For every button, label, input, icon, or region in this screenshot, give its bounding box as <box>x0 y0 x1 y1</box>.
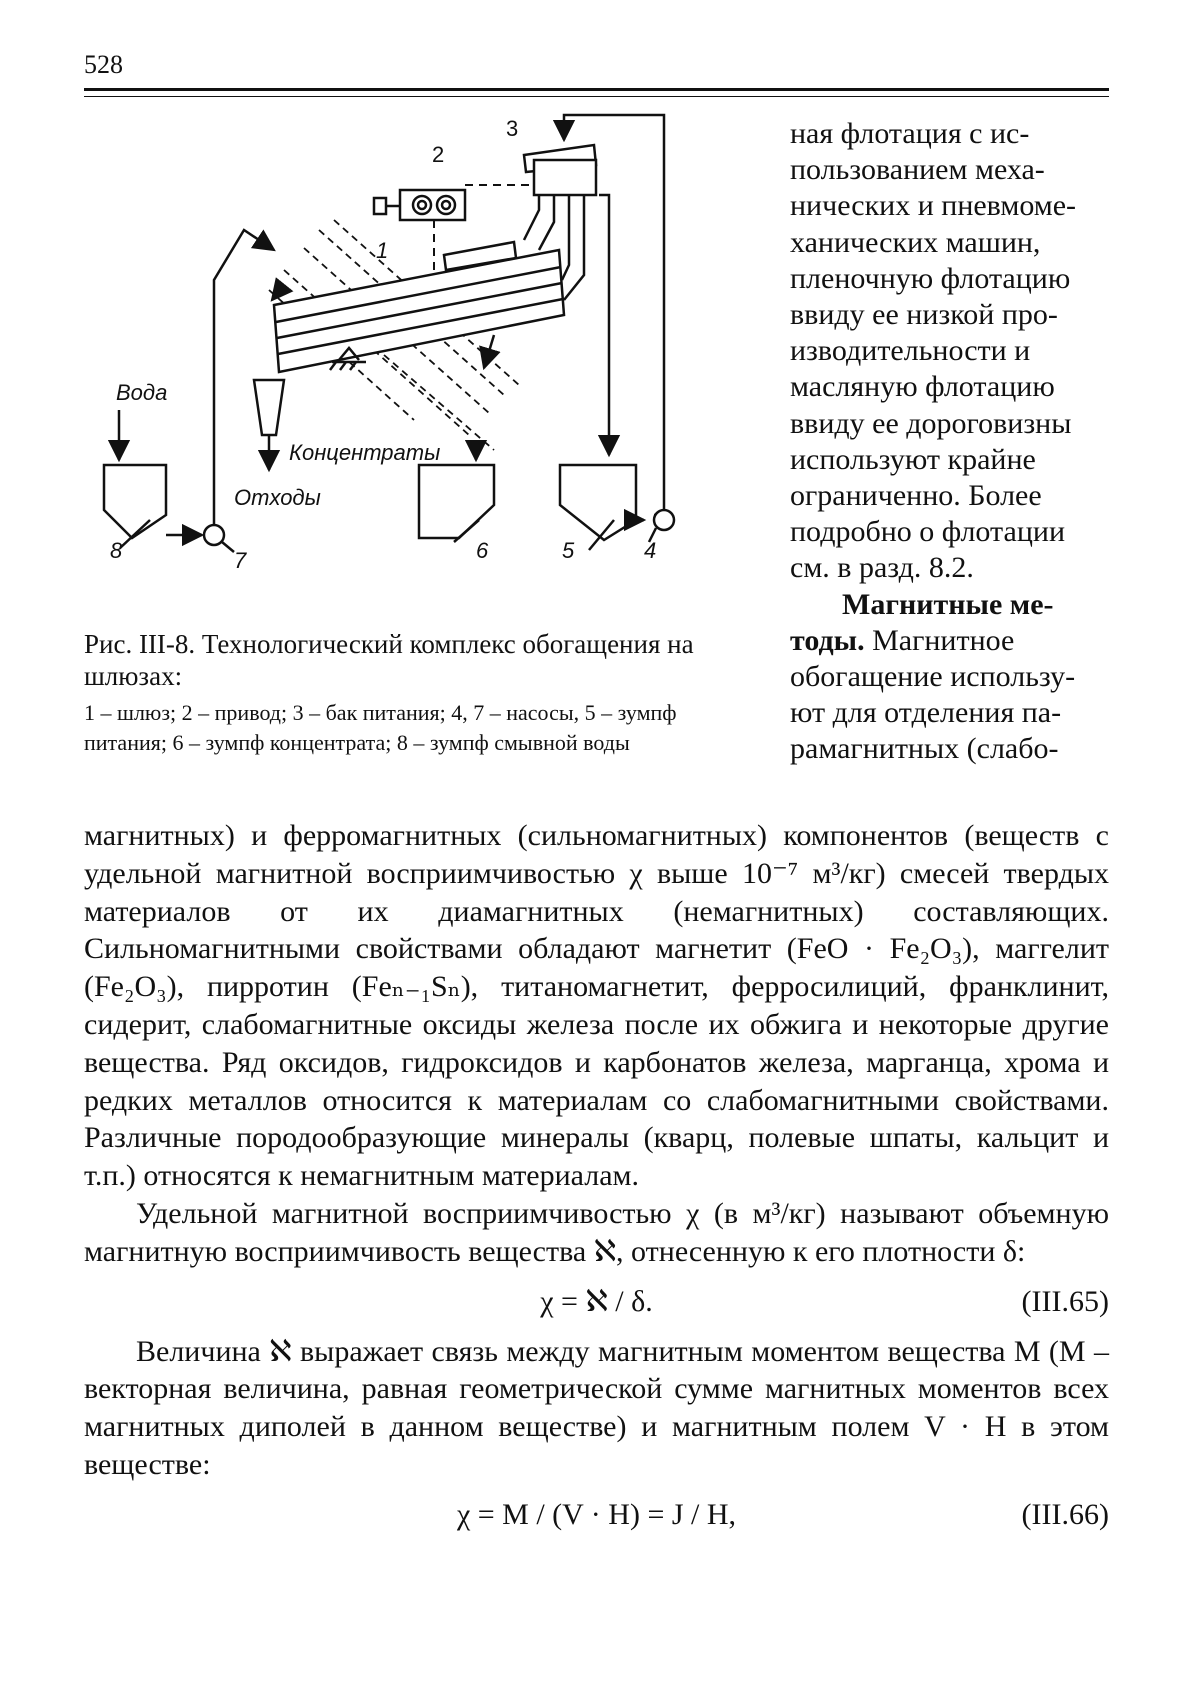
label-water: Вода <box>116 380 168 405</box>
label-2: 2 <box>432 142 445 167</box>
equation: χ = M / (V · H) = J / H, <box>456 1497 737 1531</box>
label-tailings: Отходы <box>234 485 321 510</box>
flotation-sluice-diagram <box>84 110 750 630</box>
caption-legend: 1 – шлюз; 2 – привод; 3 – бак питания; 4, 7 – насосы, 5 – зумпф питания; 6 – зумпф концентрата; 8 – зумпф смывной воды <box>84 700 677 755</box>
paragraph: Величина ℵ выражает связь между магнитным моментом вещества M (M – векторная величина, равная геометрической сумме магнитных моментов всех магнитных диполей в данном веществе) и магнитным полем V · H в этом веществе: <box>84 1334 1109 1481</box>
equation-number: (III.66) <box>1021 1497 1109 1531</box>
equation-III-66 <box>84 1484 1109 1546</box>
label-4: 4 <box>644 538 657 563</box>
drive <box>374 190 465 220</box>
text-line: подробно о флотации <box>790 515 1065 549</box>
text-line: масляную флотацию <box>790 370 1055 404</box>
text-line: пленочную флотацию <box>790 261 1071 295</box>
label-3: 3 <box>506 116 519 141</box>
feed-tank <box>524 145 596 195</box>
label-7: 7 <box>234 548 247 573</box>
sluice <box>274 242 564 372</box>
label-6: 6 <box>476 538 489 563</box>
text-line: ная флотация с ис- <box>790 117 1030 150</box>
text-line: используют крайне <box>790 442 1036 476</box>
text-line: обогащение использу- <box>790 660 1076 694</box>
section-heading-end: тоды. <box>790 623 865 657</box>
paragraph: Удельной магнитной восприимчивостью χ (в м³/кг) называют объемную магнитную восприимчивость вещества ℵ, отнесенную к его плотности δ: <box>84 1196 1109 1268</box>
label-8: 8 <box>110 538 123 563</box>
text-line: ввиду ее низкой про- <box>790 298 1058 332</box>
text-line: ввиду ее дороговизны <box>790 406 1072 440</box>
text-line: изводительности и <box>790 334 1031 368</box>
text-line: ют для отделения па- <box>790 696 1062 730</box>
text-fragment: Магнитное <box>872 623 1015 657</box>
figure-caption <box>84 628 764 758</box>
text-line: ханических машин, <box>790 225 1041 259</box>
text-line: нических и пневмоме- <box>790 189 1077 223</box>
section-heading-line <box>790 623 1110 659</box>
equation-number: (III.65) <box>1021 1284 1109 1318</box>
section-heading: Магнитные ме- <box>842 587 1054 621</box>
caption-title: Рис. III-8. Технологический комплекс обогащения на шлюзах: <box>84 629 694 691</box>
equation-III-65 <box>84 1271 1109 1333</box>
label-concentrates: Концентраты <box>289 440 441 465</box>
text-line: пользованием меха- <box>790 153 1045 187</box>
header-rule-thin <box>84 96 1109 97</box>
body-text <box>84 817 1109 1546</box>
right-column-text <box>790 116 1110 768</box>
label-1: 1 <box>376 238 389 263</box>
page-number: 528 <box>84 50 123 79</box>
text-line: см. в разд. 8.2. <box>790 551 974 585</box>
paragraph: магнитных) и ферромагнитных (сильномагнитных) компонентов (веществ с удельной магнитной восприимчивостью χ выше 10⁻⁷ м³/кг) смесей твердых материалов от их диамагнитных (немагнитных) составляющих. Сильномагнитными свойствами обладают магнетит (FeO · Fe₂O₃), маггелит (Fe₂O₃), пирротин (Feₙ₋₁Sₙ), титаномагнетит, ферросилиций, франклинит, сидерит, слабомагнитные оксиды железа после их обжига и некоторые другие вещества. Ряд оксидов, гидроксидов и карбонатов железа, марганца, хрома и редких металлов относится к материалам со слабомагнитными свойствами. Различные породообразующие минералы (кварц, полевые шпаты, кальцит и т.п.) относятся к немагнитным материалам. <box>84 819 1109 1193</box>
text-line: ограниченно. Более <box>790 479 1042 513</box>
label-5: 5 <box>562 538 575 563</box>
header-rule-thick <box>84 88 1109 91</box>
text-line: рамагнитных (слабо- <box>790 732 1059 766</box>
equation: χ = ℵ / δ. <box>540 1284 653 1318</box>
